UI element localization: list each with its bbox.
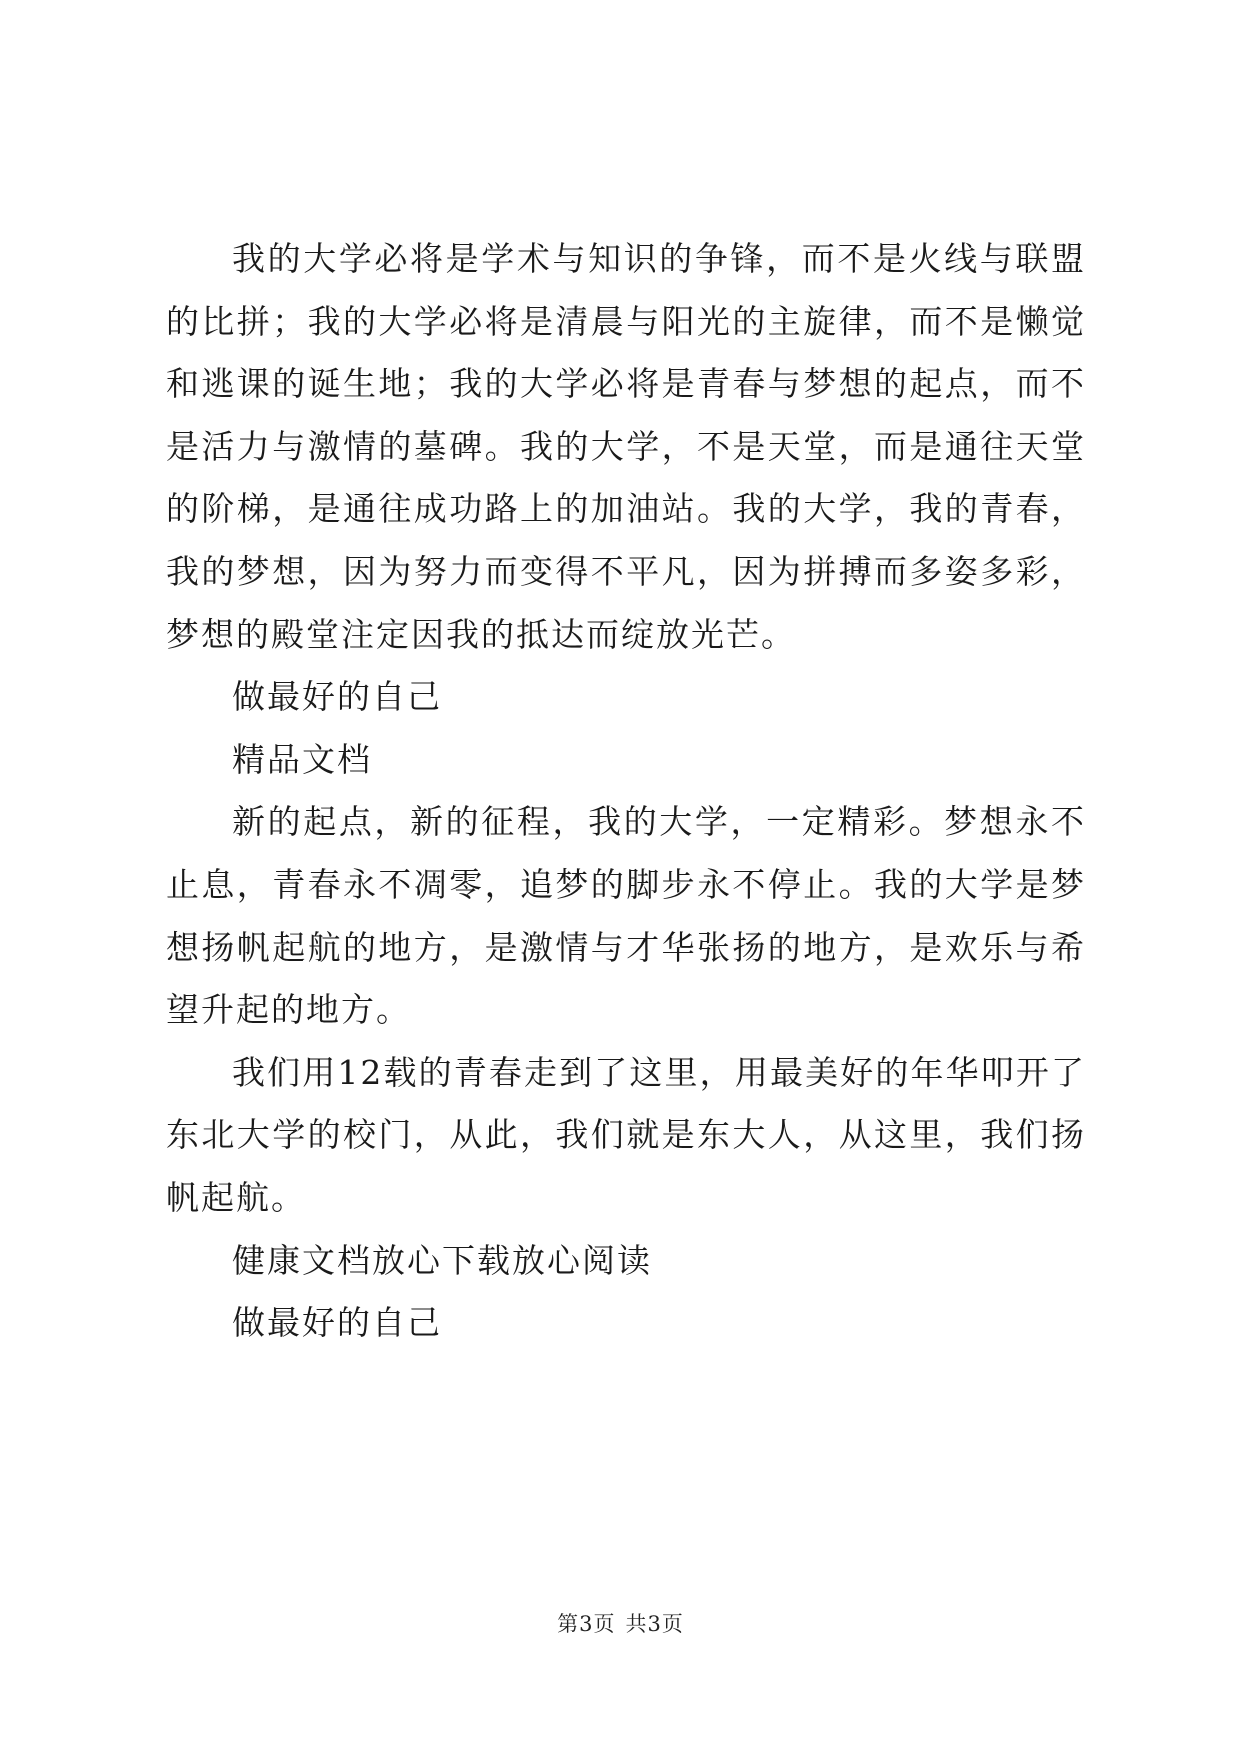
body-paragraph: 健康文档放心下载放心阅读: [232, 1240, 652, 1280]
body-paragraph: 新的起点，新的征程，我的大学，一定精彩。梦想永不止息，青春永不凋零，追梦的脚步永不停止。我的大学是梦想扬帆起航的地方，是激情与才华张扬的地方，是欢乐与希望升起的地方。: [166, 802, 1086, 1030]
body-paragraph: 做最好的自己: [232, 1303, 442, 1343]
document-body: [166, 228, 1086, 1355]
page-total: 共3页: [625, 1612, 684, 1636]
body-paragraph: 做最好的自己: [232, 677, 442, 717]
body-paragraph: 精品文档: [232, 739, 372, 779]
page-number: 第3页: [557, 1612, 616, 1636]
page-footer: [0, 1608, 1241, 1638]
body-paragraph: 我的大学必将是学术与知识的争锋，而不是火线与联盟的比拼；我的大学必将是清晨与阳光的主旋律，而不是懒觉和逃课的诞生地；我的大学必将是青春与梦想的起点，而不是活力与激情的墓碑。我的大学，不是天堂，而是通往天堂的阶梯，是通往成功路上的加油站。我的大学，我的青春，我的梦想，因为努力而变得不平凡，因为拼搏而多姿多彩，梦想的殿堂注定因我的抵达而绽放光芒。: [166, 239, 1086, 654]
body-paragraph: 我们用12载的青春走到了这里，用最美好的年华叩开了东北大学的校门，从此，我们就是东大人，从这里，我们扬帆起航。: [166, 1052, 1086, 1217]
